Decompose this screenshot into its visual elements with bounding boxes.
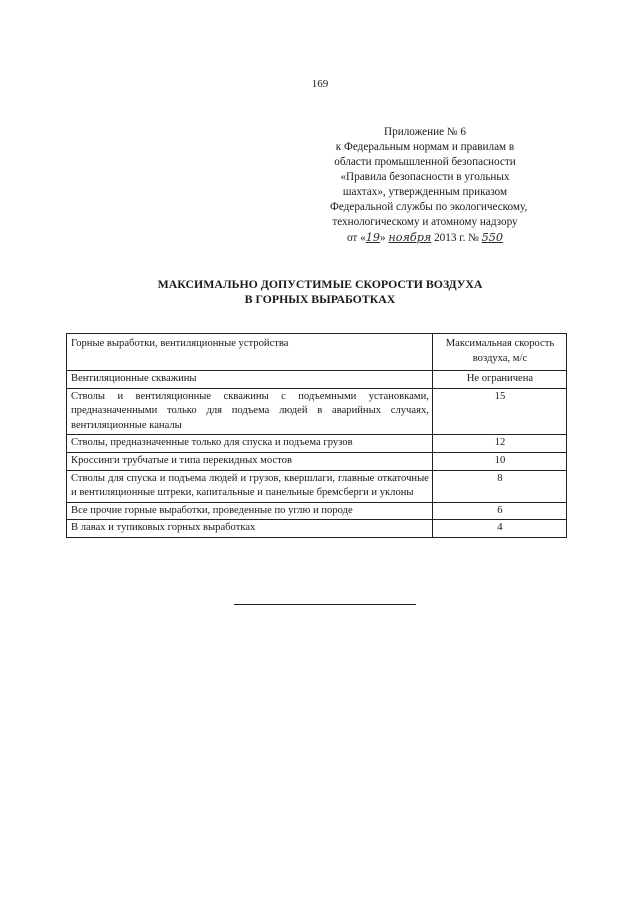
row-speed: 15 bbox=[432, 388, 566, 435]
order-date-line bbox=[330, 230, 520, 246]
table-row bbox=[67, 520, 567, 538]
page-number: 169 bbox=[311, 78, 329, 90]
row-name: Кроссинги трубчатые и типа перекидных мостов bbox=[67, 452, 433, 470]
table-row bbox=[67, 388, 567, 435]
row-name: Стволы и вентиляционные скважины с подъемными установками, предназначенными только для подъема людей в аварийных случаях, вентиляционные каналы bbox=[67, 388, 433, 435]
table-header-row bbox=[67, 334, 567, 371]
row-name: Стволы для спуска и подъема людей и грузов, квершлаги, главные откаточные и вентиляционные штреки, капитальные и панельные бремсберги и уклоны bbox=[67, 470, 433, 502]
document-title bbox=[0, 277, 640, 307]
appendix-line: области промышленной безопасности bbox=[334, 156, 516, 168]
table-row bbox=[67, 502, 567, 520]
row-speed: Не ограничена bbox=[432, 371, 566, 389]
closing-divider-line bbox=[234, 604, 416, 605]
row-speed: 6 bbox=[432, 502, 566, 520]
appendix-reference bbox=[330, 125, 528, 246]
row-name: Стволы, предназначенные только для спуска и подъема грузов bbox=[67, 435, 433, 453]
appendix-line: шахтах», утвержденным приказом bbox=[342, 186, 508, 198]
air-speed-table bbox=[66, 333, 567, 538]
handwritten-month: ноября bbox=[388, 231, 432, 244]
row-speed: 12 bbox=[432, 435, 566, 453]
date-prefix: от « bbox=[346, 232, 366, 244]
appendix-line: Федеральной службы по экологическому, bbox=[330, 201, 528, 213]
row-name: Вентиляционные скважины bbox=[67, 371, 433, 389]
table-row bbox=[67, 470, 567, 502]
appendix-line: Приложение № 6 bbox=[384, 126, 466, 138]
row-name: Все прочие горные выработки, проведенные по углю и породе bbox=[67, 502, 433, 520]
title-line-1: МАКСИМАЛЬНО ДОПУСТИМЫЕ СКОРОСТИ ВОЗДУХА bbox=[157, 277, 483, 291]
appendix-line: к Федеральным нормам и правилам в bbox=[335, 141, 515, 153]
header-max-speed: Максимальная скорость воздуха, м/с bbox=[432, 334, 566, 371]
handwritten-day: 19 bbox=[365, 231, 380, 244]
row-speed: 10 bbox=[432, 452, 566, 470]
table-row bbox=[67, 371, 567, 389]
date-separator: » bbox=[379, 232, 389, 244]
date-year: 2013 г. № bbox=[431, 232, 482, 244]
appendix-line: «Правила безопасности в угольных bbox=[340, 171, 510, 183]
row-speed: 8 bbox=[432, 470, 566, 502]
row-speed: 4 bbox=[432, 520, 566, 538]
table-row bbox=[67, 435, 567, 453]
handwritten-order-number: 550 bbox=[481, 231, 503, 244]
table-row bbox=[67, 452, 567, 470]
header-workings: Горные выработки, вентиляционные устройства bbox=[67, 334, 433, 371]
title-line-2: В ГОРНЫХ ВЫРАБОТКАХ bbox=[244, 292, 396, 306]
row-name: В лавах и тупиковых горных выработках bbox=[67, 520, 433, 538]
appendix-line: технологическому и атомному надзору bbox=[332, 216, 518, 228]
